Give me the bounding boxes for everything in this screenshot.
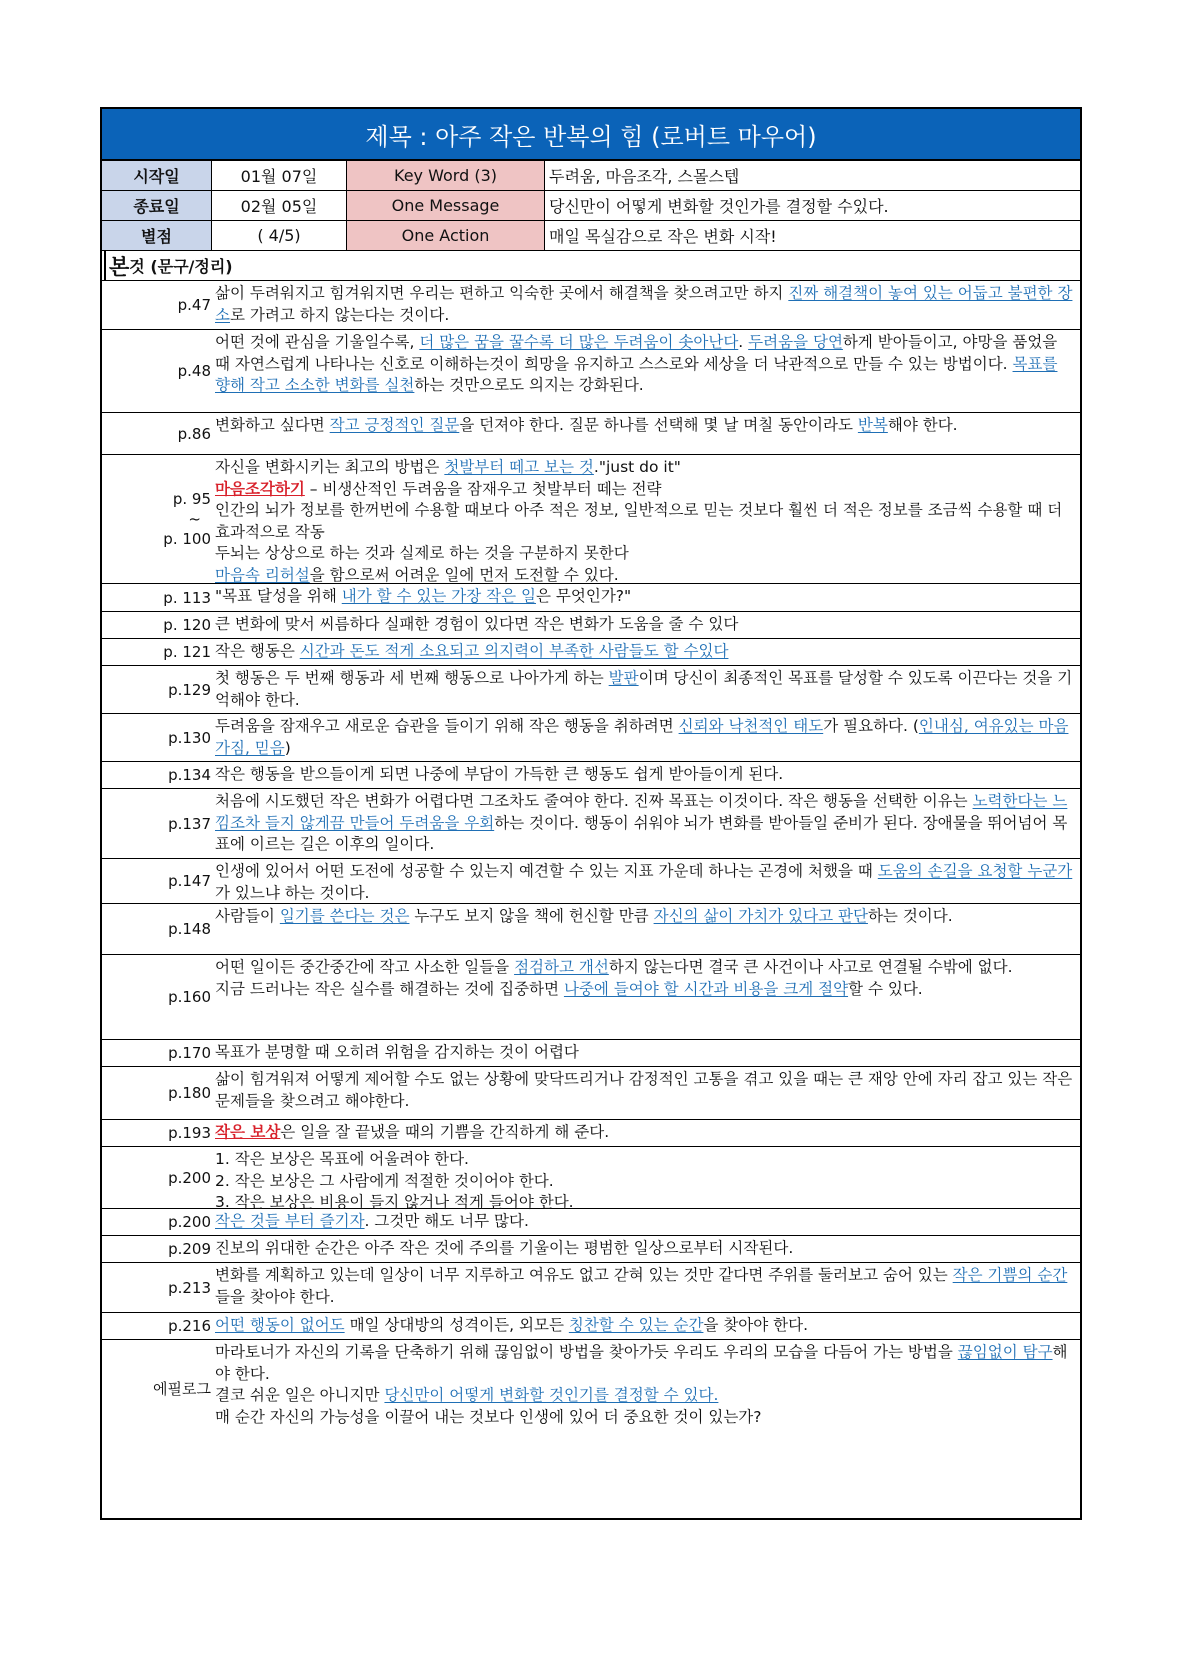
page-ref: p.200 bbox=[168, 1168, 211, 1187]
highlighted-phrase: 첫발부터 떼고 보는 것 bbox=[444, 458, 594, 476]
quote-fragment: 할 수 있다. bbox=[848, 979, 923, 998]
quote-text bbox=[215, 789, 1080, 858]
highlighted-phrase: 내가 할 수 있는 가장 작은 일 bbox=[341, 587, 537, 605]
quote-fragment: 작은 행동은 bbox=[215, 642, 300, 660]
quote-fragment: . bbox=[738, 333, 749, 351]
highlighted-phrase: 점검하고 개선 bbox=[514, 958, 609, 976]
page-ref: p.170 bbox=[168, 1044, 211, 1062]
page-ref: p.137 bbox=[168, 814, 211, 833]
quote-row bbox=[102, 789, 1080, 859]
highlighted-phrase: 작고 긍정적인 질문 bbox=[329, 416, 460, 434]
quote-fragment: 들을 찾아야 한다. bbox=[215, 1287, 335, 1306]
quote-fragment: "목표 달성을 위해 bbox=[215, 587, 342, 605]
info-label: 종료일 bbox=[102, 191, 212, 220]
key-term: 작은 보상 bbox=[215, 1123, 281, 1141]
quote-text bbox=[215, 1040, 1080, 1066]
quote-fragment: 로 가려고 하지 않는다는 것이다. bbox=[229, 305, 450, 324]
info-value: 01월 07일 bbox=[212, 161, 347, 190]
highlighted-phrase: 두려움을 당연 bbox=[748, 333, 843, 351]
quote-fragment: 가 필요하다. ( bbox=[823, 717, 919, 735]
quote-fragment: 인간의 뇌가 정보를 한꺼번에 수용할 때보다 아주 적은 정보, 일반적으로 믿는 것보다 훨씬 더 적은 정보를 조금씩 수용할 때 더 효과적으로 작동 bbox=[215, 501, 1063, 541]
info-key-label: Key Word (3) bbox=[347, 161, 545, 190]
highlighted-phrase: 더 많은 꿈을 꿀수록 더 많은 두려움이 솟아난다 bbox=[419, 333, 739, 351]
quote-fragment: 처음에 시도했던 작은 변화가 어렵다면 그조차도 줄여야 한다. 진짜 목표는 이것이다. 작은 행동을 선택한 이유는 bbox=[215, 792, 973, 810]
highlighted-phrase: 신뢰와 낙천적인 태도 bbox=[678, 717, 824, 735]
quote-fragment: 자신을 변화시키는 최고의 방법은 bbox=[215, 458, 445, 476]
quote-row bbox=[102, 1067, 1080, 1120]
highlighted-phrase: 마음속 리허설 bbox=[215, 565, 310, 584]
section-heading-big: 본 bbox=[104, 251, 129, 281]
quote-fragment: 을 던져야 한다. 질문 하나를 선택해 몇 날 며칠 동안이라도 bbox=[459, 416, 858, 434]
quote-row bbox=[102, 714, 1080, 762]
quote-fragment: 을 함으로써 어려운 일에 먼저 도전할 수 있다. bbox=[309, 565, 619, 584]
quote-fragment: 작은 행동을 받으들이게 되면 나중에 부담이 가득한 큰 행동도 쉽게 받아들이게 된다. bbox=[215, 765, 784, 783]
page-ref: p.86 bbox=[177, 424, 211, 443]
quote-text bbox=[215, 1236, 1080, 1262]
quote-fragment: 어떤 일이든 중간중간에 작고 사소한 일들을 bbox=[215, 958, 515, 976]
quote-fragment: 하는 것이다. bbox=[867, 907, 953, 925]
quote-text bbox=[215, 904, 1080, 954]
page-ref: p.148 bbox=[168, 920, 211, 938]
highlighted-phrase: 인내심, 여유있는 마음가짐, 믿음 bbox=[215, 717, 1069, 757]
quote-fragment: 첫 행동은 두 번째 행동과 세 번째 행동으로 나아가게 하는 bbox=[215, 669, 609, 687]
info-key-label: One Action bbox=[347, 221, 545, 250]
quote-fragment: 하는 것만으로도 의지는 강화된다. bbox=[414, 376, 644, 394]
quote-fragment: 매일 상대방의 성격이든, 외모든 bbox=[344, 1316, 569, 1334]
quote-fragment: 지금 드러나는 작은 실수를 해결하는 것에 집중하면 bbox=[215, 979, 564, 998]
quote-row bbox=[102, 330, 1080, 413]
page-ref: p.193 bbox=[168, 1124, 211, 1142]
quote-text bbox=[215, 413, 1080, 454]
quote-text bbox=[215, 714, 1080, 761]
quote-fragment: 변화하고 싶다면 bbox=[215, 416, 330, 434]
quote-list bbox=[102, 281, 1080, 1436]
quote-fragment: 두뇌는 상상으로 하는 것과 실제로 하는 것을 구분하지 못한다 bbox=[215, 544, 629, 562]
quote-row bbox=[102, 1120, 1080, 1147]
quote-text bbox=[215, 612, 1080, 638]
quote-fragment: 1. 작은 보상은 목표에 어울려야 한다. bbox=[215, 1150, 469, 1168]
quote-row bbox=[102, 1040, 1080, 1067]
quote-text bbox=[215, 1313, 1080, 1339]
quote-fragment: 2. 작은 보상은 그 사람에게 적절한 것이어야 한다. bbox=[215, 1171, 554, 1190]
quote-fragment: 어떤 것에 관심을 기울일수록, bbox=[215, 333, 420, 351]
page-ref: p.48 bbox=[177, 362, 211, 380]
page-ref: p. 120 bbox=[163, 616, 211, 634]
info-label: 별점 bbox=[102, 221, 212, 250]
highlighted-phrase: 도움의 손길을 요청할 누군가 bbox=[877, 862, 1073, 880]
quote-row bbox=[102, 1340, 1080, 1436]
highlighted-phrase: 진짜 해결책이 놓여 있는 어둡고 불편한 장소 bbox=[215, 284, 1073, 324]
quote-fragment: 가 있느냐 하는 것이다. bbox=[215, 883, 370, 902]
quote-fragment: 하는 것이다. 행동이 쉬워야 뇌가 변화를 받아들일 준비가 된다. 장애물을 뛰어넘어 목표에 이르는 길은 이후의 일이다. bbox=[215, 813, 1068, 853]
page-ref: p.209 bbox=[168, 1240, 211, 1258]
highlighted-phrase: 발판 bbox=[608, 669, 639, 687]
info-value: 02월 05일 bbox=[212, 191, 347, 220]
section-heading bbox=[102, 251, 1080, 281]
quote-fragment: . 그것만 해도 너무 많다. bbox=[364, 1212, 529, 1230]
quote-text bbox=[215, 1209, 1080, 1235]
quote-fragment: 진보의 위대한 순간은 아주 작은 것에 주의를 기울이는 평범한 일상으로부터 시작된다. bbox=[215, 1239, 794, 1257]
quote-text bbox=[215, 859, 1080, 903]
quote-row bbox=[102, 904, 1080, 955]
quote-row bbox=[102, 612, 1080, 639]
quote-fragment: 큰 변화에 맞서 씨름하다 실패한 경험이 있다면 작은 변화가 도움을 줄 수 있다 bbox=[215, 615, 739, 633]
quote-fragment: 결코 쉬운 일은 아니지만 bbox=[215, 1386, 385, 1404]
key-term: 마음조각하기 bbox=[215, 479, 305, 498]
quote-row bbox=[102, 666, 1080, 714]
quote-fragment: ."just do it" bbox=[593, 458, 681, 476]
page-ref: p. 113 bbox=[163, 588, 211, 607]
section-heading-rest: 것 (문구/정리) bbox=[129, 257, 233, 276]
info-label: 시작일 bbox=[102, 161, 212, 190]
quote-fragment: 해야 한다. bbox=[215, 1343, 1068, 1383]
info-table bbox=[102, 161, 1080, 251]
quote-fragment: 누구도 보지 않을 책에 헌신할 만큼 bbox=[409, 907, 654, 925]
quote-row bbox=[102, 859, 1080, 904]
page-ref: p.200 bbox=[168, 1213, 211, 1231]
quote-text bbox=[215, 584, 1080, 611]
highlighted-phrase: 어떤 행동이 없어도 bbox=[215, 1316, 345, 1334]
quote-fragment: 이며 당신이 최종적인 목표를 달성할 수 있도록 이끈다는 것을 기억해야 한다. bbox=[215, 669, 1073, 709]
quote-fragment: 삶이 두려워지고 힘겨워지면 우리는 편하고 익숙한 곳에서 해결책을 찾으려고만 하지 bbox=[215, 284, 789, 302]
highlighted-phrase: 당신만이 어떻게 변화할 것인기를 결정할 수 있다. bbox=[384, 1386, 719, 1404]
page-ref: p.129 bbox=[168, 680, 211, 699]
quote-row bbox=[102, 1209, 1080, 1236]
highlighted-phrase: 작은 기쁨의 순간 bbox=[952, 1266, 1068, 1284]
highlighted-phrase: 끊임없이 탐구 bbox=[957, 1343, 1053, 1361]
info-row bbox=[102, 221, 1080, 251]
quote-text bbox=[215, 1067, 1080, 1119]
quote-fragment: 마라토너가 자신의 기록을 단축하기 위해 끊임없이 방법을 찾아가듯 우리도 우리의 모습을 다듬어 가는 방법을 bbox=[215, 1343, 958, 1361]
page-ref: p.216 bbox=[168, 1317, 211, 1335]
quote-fragment: 하게 받아들이고, 야망을 품었을 때 자연스럽게 나타나는 신호로 이해하는것이 희망을 유지하고 스스로와 세상을 더 낙관적으로 만들 수 있는 방법이다. bbox=[215, 333, 1058, 373]
quote-fragment: 변화를 계획하고 있는데 일상이 너무 지루하고 여유도 없고 갇혀 있는 것만 같다면 주위를 둘러보고 숨어 있는 bbox=[215, 1266, 953, 1284]
quote-text bbox=[215, 762, 1080, 788]
page-ref: p. 121 bbox=[163, 643, 211, 661]
info-key-label: One Message bbox=[347, 191, 545, 220]
quote-row bbox=[102, 1313, 1080, 1340]
highlighted-phrase: 작은 것들 부터 즐기자 bbox=[215, 1212, 365, 1230]
quote-row bbox=[102, 1263, 1080, 1313]
page-ref: p.213 bbox=[168, 1278, 211, 1297]
quote-fragment: 하지 않는다면 결국 큰 사건이나 사고로 연결될 수밖에 없다. bbox=[608, 958, 1013, 976]
page-ref: p.180 bbox=[168, 1084, 211, 1102]
highlighted-phrase: 일기를 쓴다는 것은 bbox=[279, 907, 410, 925]
page-ref: p.47 bbox=[177, 296, 211, 314]
highlighted-phrase: 시간과 돈도 적게 소요되고 의지력이 부족한 사람들도 할 수있다 bbox=[299, 642, 729, 660]
quote-row bbox=[102, 281, 1080, 330]
highlighted-phrase: 칭찬할 수 있는 순간 bbox=[568, 1316, 704, 1334]
quote-text bbox=[215, 1263, 1080, 1312]
quote-text bbox=[215, 330, 1080, 412]
quote-row bbox=[102, 1147, 1080, 1209]
page-ref: p.160 bbox=[168, 988, 211, 1006]
highlighted-phrase: 반복 bbox=[857, 416, 888, 434]
quote-text bbox=[215, 455, 1080, 583]
quote-fragment: 은 일을 잘 끝냈을 때의 기쁨을 간직하게 해 준다. bbox=[280, 1123, 610, 1141]
quote-fragment: 은 무엇인가?" bbox=[536, 587, 632, 605]
quote-text bbox=[215, 666, 1080, 713]
quote-fragment: 인생에 있어서 어떤 도전에 성공할 수 있는지 예견할 수 있는 지표 가운데 하나는 곤경에 처했을 때 bbox=[215, 862, 878, 880]
quote-fragment: 목표가 분명할 때 오히려 위험을 감지하는 것이 어렵다 bbox=[215, 1043, 579, 1061]
highlighted-phrase: 자신의 삶이 가치가 있다고 판단 bbox=[653, 907, 868, 925]
page-ref: 에필로그 bbox=[153, 1379, 211, 1398]
quote-row bbox=[102, 762, 1080, 789]
quote-text bbox=[215, 1340, 1080, 1436]
info-value: ( 4/5) bbox=[212, 221, 347, 250]
info-key-value: 당신만이 어떻게 변화할 것인가를 결정할 수있다. bbox=[549, 197, 889, 216]
quote-text bbox=[215, 1147, 1080, 1211]
highlighted-phrase: 나중에 들여야 할 시간과 비용을 크게 절약 bbox=[563, 979, 849, 998]
quote-text bbox=[215, 955, 1080, 1039]
quote-row bbox=[102, 1236, 1080, 1263]
quote-row bbox=[102, 584, 1080, 612]
quote-fragment: 해야 한다. bbox=[887, 416, 958, 434]
info-row bbox=[102, 191, 1080, 221]
page-ref: p.130 bbox=[168, 728, 211, 747]
quote-fragment: 사람들이 bbox=[215, 907, 280, 925]
quote-text bbox=[215, 281, 1080, 329]
quote-fragment: 3. 작은 보상은 비용이 들지 않거나 적게 들어야 한다. bbox=[215, 1193, 574, 1211]
page-ref: p. 95 ~ p. 100 bbox=[163, 490, 211, 548]
quote-text bbox=[215, 1120, 1080, 1146]
info-key-value: 매일 목실감으로 작은 변화 시작! bbox=[549, 227, 777, 246]
quote-row bbox=[102, 413, 1080, 455]
highlighted-phrase: 목표를 향해 작고 소소한 변화를 실천 bbox=[215, 354, 1058, 394]
quote-fragment: 을 찾아야 한다. bbox=[703, 1316, 809, 1334]
quote-fragment: ) bbox=[284, 738, 291, 757]
book-note-sheet bbox=[100, 107, 1082, 1520]
quote-fragment: 매 순간 자신의 가능성을 이끌어 내는 것보다 인생에 있어 더 중요한 것이 있는가? bbox=[215, 1407, 762, 1426]
info-row bbox=[102, 161, 1080, 191]
info-key-value: 두려움, 마음조각, 스몰스텝 bbox=[549, 167, 740, 186]
quote-fragment: 두려움을 잠재우고 새로운 습관을 들이기 위해 작은 행동을 취하려면 bbox=[215, 717, 679, 735]
quote-text bbox=[215, 639, 1080, 665]
quote-row bbox=[102, 639, 1080, 666]
page-ref: p.134 bbox=[168, 766, 211, 784]
page-ref: p.147 bbox=[168, 872, 211, 890]
quote-row bbox=[102, 455, 1080, 584]
highlighted-phrase: 노력한다는 느낌조차 들지 않게끔 만들어 두려움을 우회 bbox=[215, 792, 1068, 832]
quote-row bbox=[102, 955, 1080, 1040]
quote-fragment: 삶이 힘겨워져 어떻게 제어할 수도 없는 상황에 맞닥뜨리거나 감정적인 고통을 겪고 있을 때는 큰 재앙 안에 자리 잡고 있는 작은 문제들을 찾으려고 해야한다. bbox=[215, 1070, 1073, 1110]
page-title: 제목 : 아주 작은 반복의 힘 (로버트 마우어) bbox=[102, 109, 1080, 161]
quote-fragment: – 비생산적인 두려움을 잠재우고 첫발부터 떼는 전략 bbox=[304, 479, 662, 498]
